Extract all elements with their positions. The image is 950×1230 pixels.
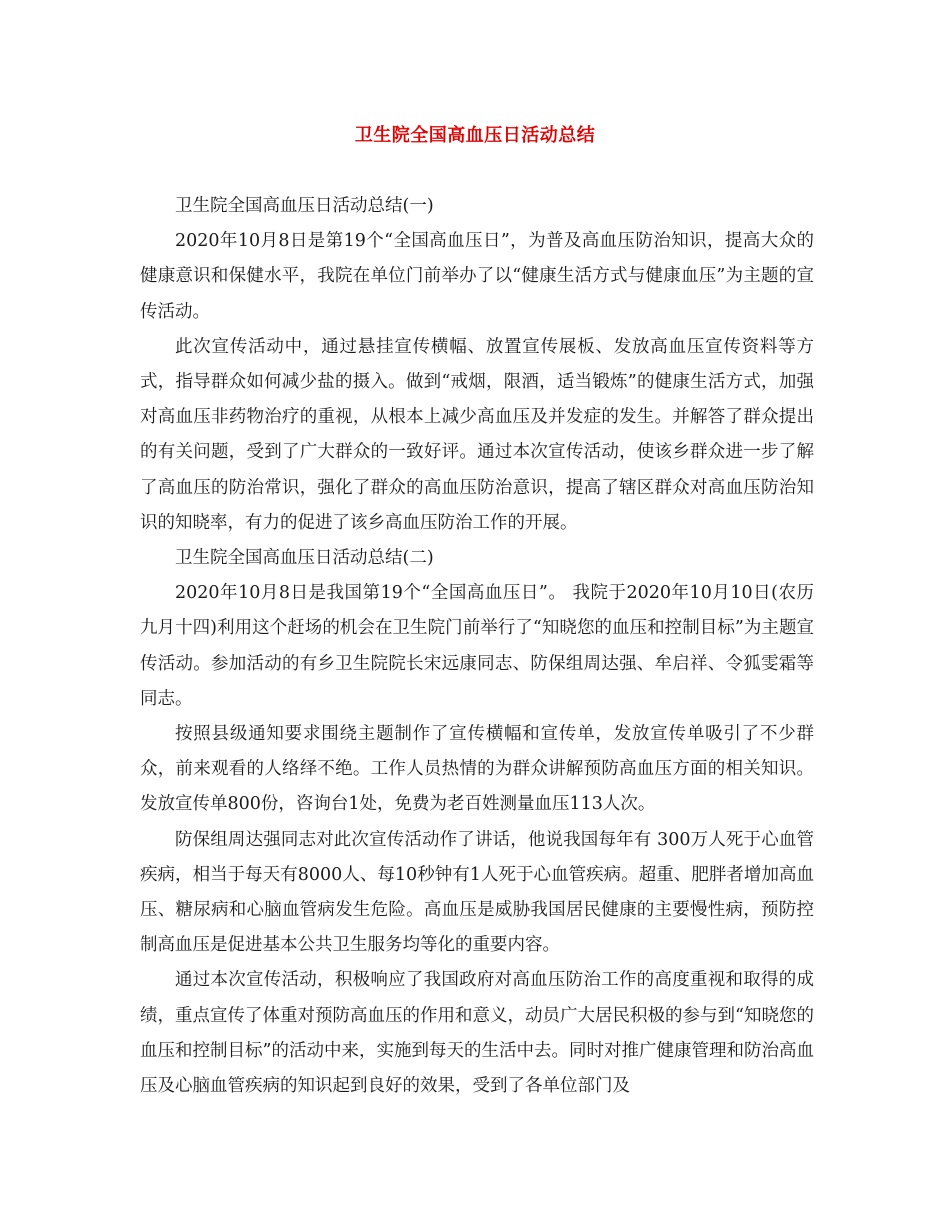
section-heading-2: 卫生院全国高血压日活动总结(二) [175, 548, 434, 569]
paragraph-6: 通过本次宣传活动，积极响应了我国政府对高血压防治工作的高度重视和取得的成绩，重点宣传了体重对预防高血压的作用和意义，动员广大居民积极的参与到“知晓您的血压和控制目标”的活动中来，实施到每天的生活中去。同时对推广健康管理和防治高血压及心脑血管疾病的知识起到良好的效果，受到了各单位部门及 [140, 970, 814, 1097]
paragraph-5: 防保组周达强同志对此次宣传活动作了讲话，他说我国每年有 300万人死于心血管疾病，相当于每天有8000人、每10秒钟有1人死于心血管疾病。超重、肥胖者增加高血压、糖尿病和心脑血管病发生危险。高血压是威胁我国居民健康的主要慢性病，预防控制高血压是促进基本公共卫生服务均等化的重要内容。 [140, 829, 814, 956]
document-title: 卫生院全国高血压日活动总结 [354, 125, 596, 146]
paragraph-1: 2020年10月8日是第19个“全国高血压日”，为普及高血压防治知识，提高大众的健康意识和保健水平，我院在单位门前举办了以“健康生活方式与健康血压”为主题的宣传活动。 [140, 231, 814, 322]
paragraph-3: 2020年10月8日是我国第19个“全国高血压日”。 我院于2020年10月10日(农历九月十四)利用这个赶场的机会在卫生院门前举行了“知晓您的血压和控制目标”为主题宣传活动。参加活动的有乡卫生院院长宋远康同志、防保组周达强、牟启祥、令狐雯霜等同志。 [140, 583, 814, 709]
paragraph-4: 按照县级通知要求围绕主题制作了宣传横幅和宣传单，发放宣传单吸引了不少群众，前来观看的人络绎不绝。工作人员热情的为群众讲解预防高血压方面的相关知识。发放宣传单800份，咨询台1处，免费为老百姓测量血压113人次。 [140, 724, 814, 815]
section-heading-1: 卫生院全国高血压日活动总结(一) [175, 196, 434, 216]
paragraph-2: 此次宣传活动中，通过悬挂宣传横幅、放置宣传展板、发放高血压宣传资料等方式，指导群众如何减少盐的摄入。做到“戒烟，限酒，适当锻炼”的健康生活方式，加强对高血压非药物治疗的重视，从根本上减少高血压及并发症的发生。并解答了群众提出的有关问题，受到了广大群众的一致好评。通过本次宣传活动，使该乡群众进一步了解了高血压的防治常识，强化了群众的高血压防治意识，提高了辖区群众对高血压防治知识的知晓率，有力的促进了该乡高血压防治工作的开展。 [140, 336, 814, 533]
document-body [140, 189, 814, 1104]
